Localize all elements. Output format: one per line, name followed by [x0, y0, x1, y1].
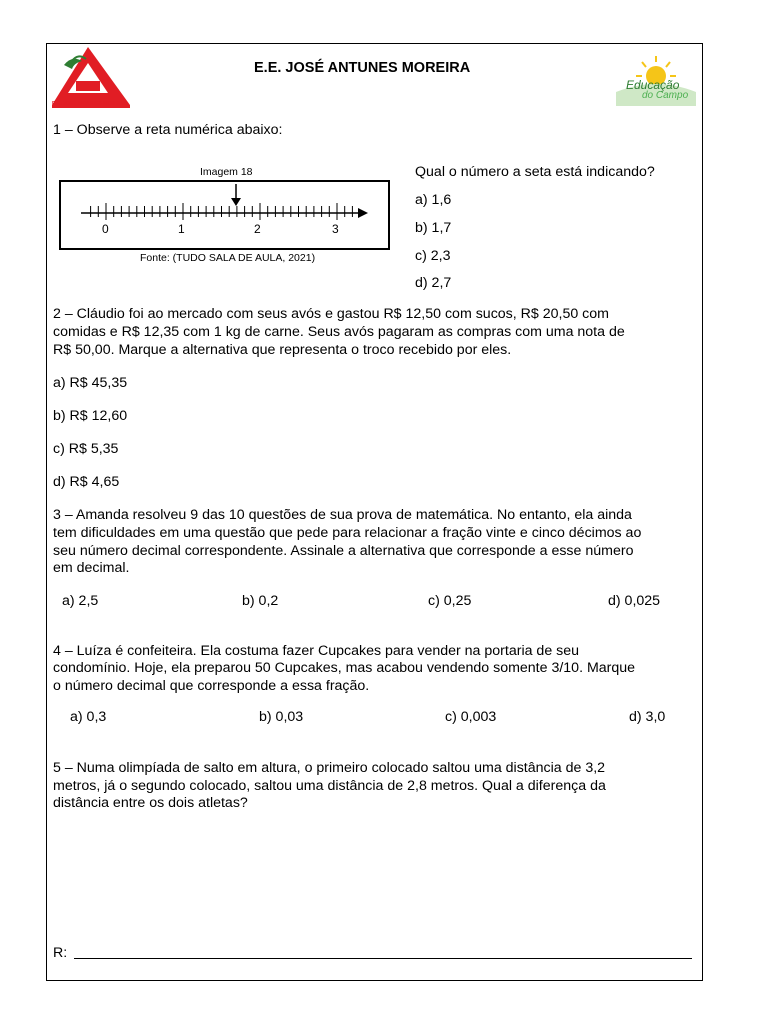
q2-option-b[interactable]: b) R$ 12,60 — [53, 408, 128, 424]
q4-option-c[interactable]: c) 0,003 — [445, 709, 497, 725]
campo-logo-text: do Campo — [642, 90, 689, 101]
answer-label: R: — [53, 945, 68, 961]
tick-label-2: 2 — [254, 222, 261, 236]
q3-option-b[interactable]: b) 0,2 — [242, 593, 279, 609]
figure-source: Fonte: (TUDO SALA DE AULA, 2021) — [140, 252, 316, 264]
page-title: E.E. JOSÉ ANTUNES MOREIRA — [254, 60, 471, 76]
q2-option-a[interactable]: a) R$ 45,35 — [53, 375, 128, 391]
school-logo-caption: E.E. JOSÉ ANTUNES MOREIRA — [52, 101, 127, 107]
q1-question: Qual o número a seta está indicando? — [415, 164, 655, 180]
q2-text-line-2: comidas e R$ 12,35 com 1 kg de carne. Seus avós pagaram as compras com uma nota de — [53, 324, 625, 340]
tick-label-3: 3 — [332, 222, 339, 236]
answer-line[interactable] — [74, 958, 692, 959]
tick-label-0: 0 — [102, 222, 109, 236]
educacao-campo-logo — [612, 52, 700, 108]
q3-text-line-1: 3 – Amanda resolveu 9 das 10 questões de sua prova de matemática. No entanto, ela ainda — [53, 507, 632, 523]
q1-option-a[interactable]: a) 1,6 — [415, 192, 452, 208]
figure-title: Imagem 18 — [200, 166, 253, 178]
educacao-logo-text: Educação — [626, 78, 680, 92]
q1-option-c[interactable]: c) 2,3 — [415, 248, 451, 264]
q1-option-b[interactable]: b) 1,7 — [415, 220, 452, 236]
q3-text-line-4: em decimal. — [53, 560, 130, 576]
q2-text-line-1: 2 – Cláudio foi ao mercado com seus avós e gastou R$ 12,50 com sucos, R$ 20,50 com — [53, 306, 609, 322]
q4-text-line-1: 4 – Luíza é confeiteira. Ela costuma fazer Cupcakes para vender na portaria de seu — [53, 643, 580, 659]
q3-text-line-2: tem dificuldades em uma questão que pede para relacionar a fração vinte e cinco décimos ao — [53, 525, 642, 541]
q4-text-line-3: o número decimal que corresponde a essa fração. — [53, 678, 370, 694]
tick-label-1: 1 — [178, 222, 185, 236]
q5-text-line-2: metros, já o segundo colocado, saltou uma distância de 2,8 metros. Qual a diferença da — [53, 778, 606, 794]
q3-option-c[interactable]: c) 0,25 — [428, 593, 472, 609]
q2-text-line-3: R$ 50,00. Marque a alternativa que representa o troco recebido por eles. — [53, 342, 512, 358]
school-logo — [50, 45, 140, 115]
q3-option-a[interactable]: a) 2,5 — [62, 593, 99, 609]
number-line-figure — [54, 160, 394, 270]
q4-text-line-2: condomínio. Hoje, ela preparou 50 Cupcakes, mas acabou vendendo somente 3/10. Marque — [53, 660, 636, 676]
q4-option-a[interactable]: a) 0,3 — [70, 709, 107, 725]
q3-text-line-3: seu número decimal correspondente. Assinale a alternativa que corresponde a esse número — [53, 543, 634, 559]
q5-text-line-1: 5 – Numa olimpíada de salto em altura, o primeiro colocado saltou uma distância de 3,2 — [53, 760, 606, 776]
q4-option-d[interactable]: d) 3,0 — [629, 709, 666, 725]
q4-option-b[interactable]: b) 0,03 — [259, 709, 304, 725]
q2-option-c[interactable]: c) R$ 5,35 — [53, 441, 119, 457]
q1-option-d[interactable]: d) 2,7 — [415, 275, 452, 291]
q2-option-d[interactable]: d) R$ 4,65 — [53, 474, 120, 490]
q1-prompt: 1 – Observe a reta numérica abaixo: — [53, 122, 283, 138]
q3-option-d[interactable]: d) 0,025 — [608, 593, 661, 609]
q5-text-line-3: distância entre os dois atletas? — [53, 795, 248, 811]
